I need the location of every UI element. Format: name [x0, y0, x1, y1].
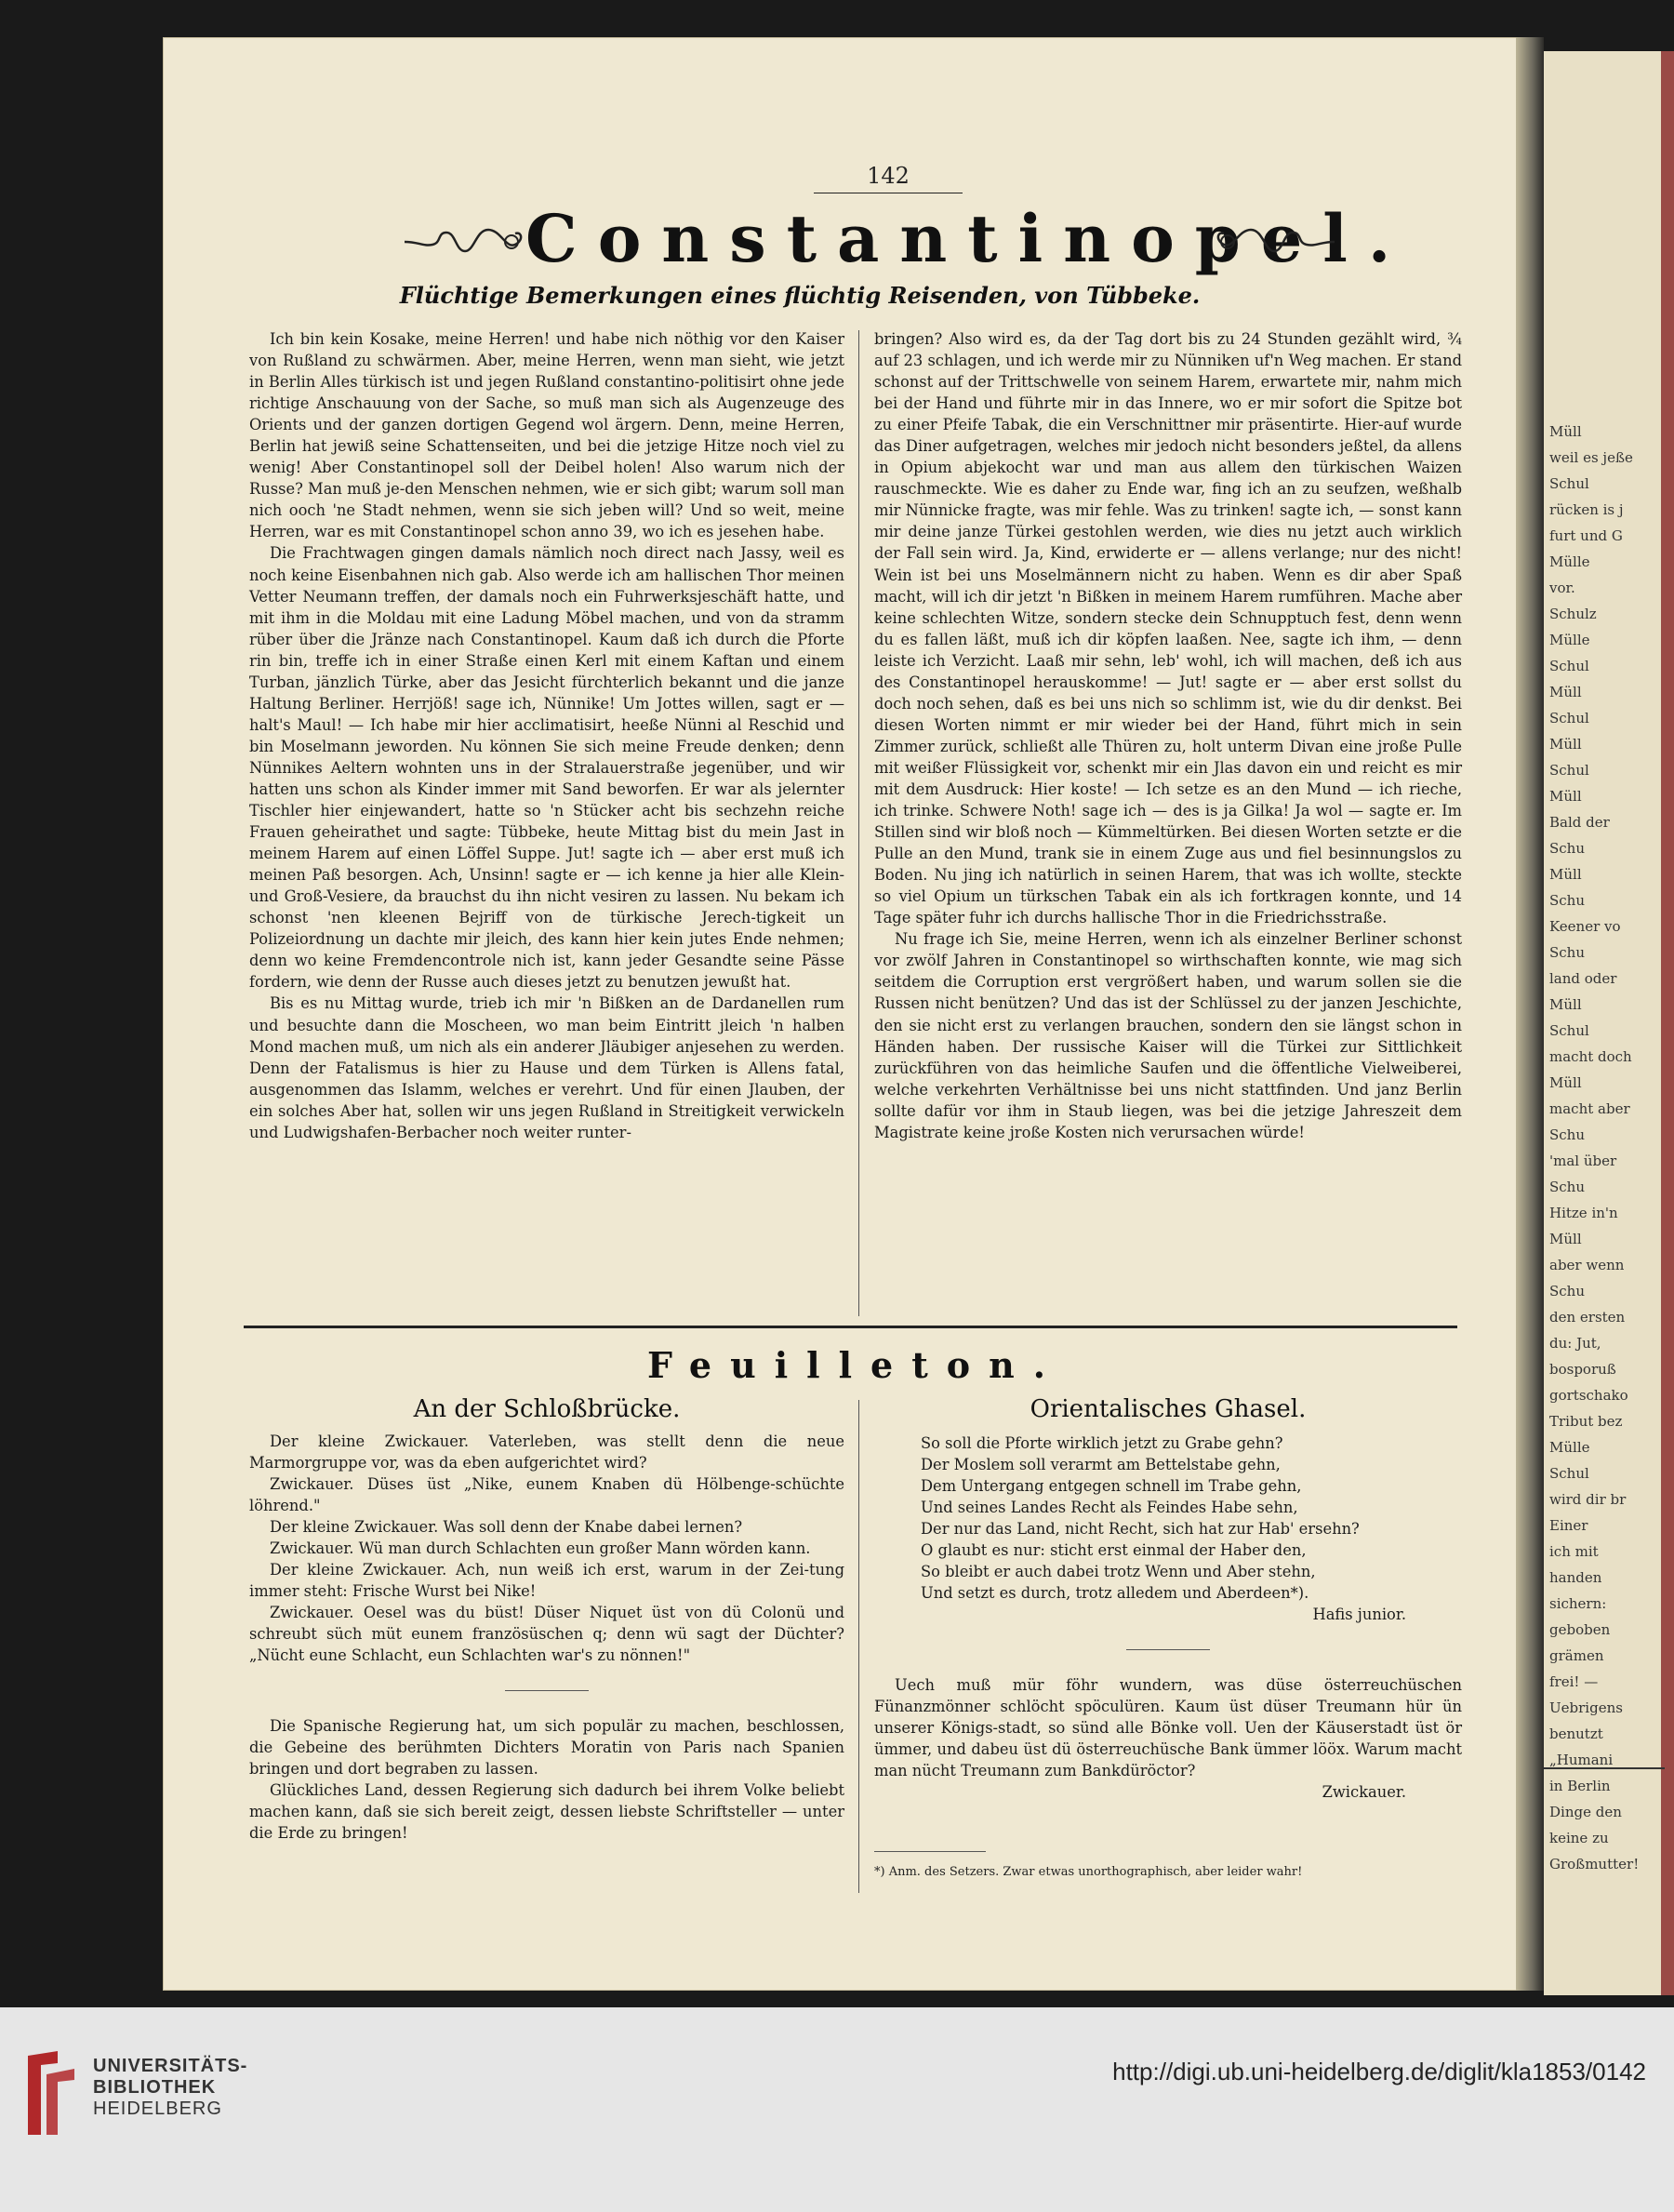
next-page-fragment: Uebrigens — [1549, 1699, 1623, 1716]
next-page-fragment: du: Jut, — [1549, 1335, 1601, 1352]
article-paragraph: Bis es nu Mittag wurde, trieb ich mir 'n Bißken an de Dardanellen rum und besuchte dann die Moscheen, wo man beim Eintritt jleich 'n halben Mond machen muß, um nich als ein anderer Jläubiger anjesehen zu werden. Denn der Fatalismus is hier zu Hause und dem Türken is Allens fatal, ausgenommen das Islamm, welches er verehrt. Und für einen Jlauben, der ein solches Aber hat, sollen wir uns jegen Rußland in Streitigkeit verwickeln und Ludwigshafen-Berbacher noch weiter runter- — [249, 994, 844, 1141]
next-page-fragment: geboben — [1549, 1621, 1611, 1638]
dialogue-line: Zwickauer. Wü man durch Schlachten eun großer Mann wörden kann. — [270, 1539, 811, 1557]
next-page-fragment: Müll — [1549, 866, 1582, 883]
next-page-fragment: Müll — [1549, 1231, 1582, 1247]
article-paragraph: Die Frachtwagen gingen damals nämlich noch direct nach Jassy, weil es noch keine Eisenbahnen nich gab. Also werde ich am hallischen Thor meinen Vetter Neumann treffen, der damals noch ein Fuhrwerksjeschäft hatte, und mit ihm in die Moldau mit eine Ladung Möbel machen, und von da stramm rüber über die Jränze nach Constantinopel. Kaum daß ich durch die Pforte rin bin, treffe ich in einer Straße einen Kerl mit einem Kaftan und einem Turban, jänzlich Türke, aber das Jesicht fürchterlich bekannt und die janze Haltung Berliner. Herrjöß! sage ich, Nünnike! Um Jottes willen, sagt er — halt's Maul! — Ich habe mir hier acclimatisirt, heeße Nünni al Reschid und bin Moselmann jeworden. Nu können Sie sich meine Freude denken; denn Nünnikes Aeltern wohnten uns in der Stralauerstraße jegenüber, und wir hatten uns schon als Kinder immer mit Sand beworfen. Er war als jelernter Tischler hier einjewandert, hatte so 'n Stücker acht bis sechzehn reiche Frauen geheirathet und sagte: Tübbeke, heute Mittag bist du mein Jast in meinem Harem auf einen Löffel Suppe. Jut! sagte ich — aber erst muß ich meinen Paß besorgen. Ach, Unsinn! sagte er — ich kenne ja hier alle Klein- und Groß-Vesiere, da brauchst du ihn nicht vesiren zu lassen. Nu bekam ich schonst 'nen kleenen Bejriff von de türkische Jerech-tigkeit un Polizeiordnung un dachte mir jleich, des kann hier kein jutes Ende nehmen; denn wo keine Fremdencontrole nich ist, kann jeder Gesandte seine Pässe fordern, wie denn der Russe auch dieses jetzt zu benutzen jewußt hat. — [249, 544, 844, 992]
article-paragraph: bringen? Also wird es, da der Tag dort bis zu 24 Stunden gezählt wird, ¾ auf 23 schlagen, und ich werde mir zu Nünniken uf'n Weg machen. Er stand schonst auf der Trittschwelle von seinem Harem, erwartete mir, nahm mich bei der Hand und führte mir in das Innere, wo er mir sofort die Spitze bot zu einer Pfeife Tabak, die ein Verschnittner mir präsentirte. Hier-auf wurde das Diner aufgetragen, welches mir jedoch nicht besonders jeßtel, da allens in Opium abjekocht war und man aus allem den türkischen Waizen rauschmeckte. Wie es daher zu Ende war, fing ich an zu seufzen, weßhalb mir Nünnicke fragte, was mir fehle. Was zu trinken! sagte ich, — sonst kann mir deine janze Türkei gestohlen werden, wie dies nu jetzt auch wirklich der Fall sein wird. Ja, Kind, erwiderte er — allens verlange; nur des nicht! Wein ist bei uns Moselmännern nicht zu haben. Wenn es dir aber Spaß macht, will ich dir jetzt 'n Bißken in meinem Harem rumführen. Mache aber keine schlechten Witze, sondern stecke dein Schnupptuch fest, denn wenn du es fallen läßt, muß ich dir köpfen laaßen. Nee, sagte ich ihm, — denn leiste ich Verzicht. Laaß mir sehn, leb' wohl, ich will machen, deß ich aus des Constantinopel herauskomme! — Jut! sagte er — aber erst sollst du doch noch sehen, daß es bei uns nich so schlimm ist, wie du dir denkst. Bei diesen Worten nimmt er mir wieder bei der Hand, führt mich in sein Zimmer zurück, schließt alle Thüren zu, holt unterm Divan eine jroße Pulle mit weißer Flüssigkeit vor, schenkt mir ein Jlas davon ein und reicht es mir mit dem Ausdruck: Hier koste! — Ich setze es an den Mund — ich rieche, ich trinke. Schwere Noth! sage ich — des is ja Gilka! Ja wol — sagte er. Im Stillen sind wir bloß noch — Kümmeltürken. Bei diesen Worten setzte er die Pulle an den Mund, trank sie in einem Zuge aus und fiel besinnungslos zu Boden. Nu jing ich natürlich in seinen Harem, that was ich wollte, steckte so viel Opium un türkschen Tabak ein als ich fortkragen konnte, und 14 Tage später fuhr ich durchs hallische Thor in die Friedrichsstraße. — [874, 330, 1462, 927]
article-column-left — [249, 328, 844, 1143]
article-column-right — [874, 328, 1462, 1143]
next-page-fragment: Schu — [1549, 1283, 1585, 1299]
next-page-fragment: Bald der — [1549, 814, 1610, 831]
poem-signature: Hafis junior. — [1312, 1606, 1406, 1623]
next-page-fragment: aber wenn — [1549, 1257, 1625, 1273]
next-page-fragment: sichern: — [1549, 1595, 1607, 1612]
next-page-fragment: macht aber — [1549, 1100, 1630, 1117]
dialogue-line: Der kleine Zwickauer. Ach, nun weiß ich erst, warum in der Zei-tung immer steht: Frische Wurst bei Nike! — [249, 1561, 844, 1600]
next-page-fragment: Schu — [1549, 1126, 1585, 1143]
feuilleton-left-title: An der Schloßbrücke. — [413, 1395, 681, 1423]
book-spine — [1516, 37, 1544, 1991]
next-page-fragment: macht doch — [1549, 1048, 1632, 1065]
next-page-fragment: Schul — [1549, 475, 1589, 492]
next-page-fragment: Müll — [1549, 423, 1582, 440]
next-page-fragment: „Humani — [1549, 1752, 1614, 1768]
next-page-fragment: Dinge den — [1549, 1804, 1622, 1820]
library-name-line: UNIVERSITÄTS- — [93, 2056, 248, 2076]
next-page-fragment: Müll — [1549, 996, 1582, 1013]
library-logo-icon — [20, 2046, 82, 2139]
poem-line: Und seines Landes Recht als Feindes Habe sehn, — [921, 1499, 1298, 1516]
page-edge-binding — [1661, 51, 1674, 1995]
footnote-rule — [874, 1851, 986, 1852]
next-page-fragment: Schulz — [1549, 606, 1597, 622]
poem-line: O glaubt es nur: sticht erst einmal der Haber den, — [921, 1541, 1307, 1559]
feuilleton-right-column — [874, 1432, 1462, 1803]
next-page-fragment: rücken is j — [1549, 501, 1624, 518]
ornament-right-icon — [1209, 219, 1339, 265]
next-page-fragment: Schu — [1549, 944, 1585, 961]
next-page-fragment: Schul — [1549, 1465, 1589, 1482]
article-subtitle: Flüchtige Bemerkungen eines flüchtig Reisenden, von Tübbeke. — [399, 282, 1201, 309]
next-page-fragment: ich mit — [1549, 1543, 1599, 1560]
document-url-link[interactable]: http://digi.ub.uni-heidelberg.de/diglit/kla1853/0142 — [1112, 2058, 1646, 2085]
next-page-fragment: Müll — [1549, 736, 1582, 753]
next-page-fragment: Müll — [1549, 684, 1582, 700]
short-divider — [505, 1690, 589, 1691]
next-page-fragment: Mülle — [1549, 1439, 1590, 1456]
column-divider — [858, 330, 859, 1316]
footnote: *) Anm. des Setzers. Zwar etwas unorthographisch, aber leider wahr! — [874, 1865, 1303, 1879]
section-divider — [244, 1326, 1457, 1328]
next-page-fragment: furt und G — [1549, 527, 1623, 544]
article-paragraph: Ich bin kein Kosake, meine Herren! und habe nich nöthig vor den Kaiser von Rußland zu schwärmen. Aber, meine Herren, wenn man sieht, wie jetzt in Berlin Alles türkisch ist und jegen Rußland constantino-politisirt ohne jede richtige Anschauung von der Sache, so muß man sich als Augenzeuge des Orients und der ganzen dortigen Gegend wol ärgern. Denn, meine Herren, Berlin hat jewiß seine Schattenseiten, und bei die jetzige Hitze noch viel zu wenig! Aber Constantinopel soll der Deibel holen! Also warum nich der Russe? Man muß je-den Menschen nehmen, wie er sich gibt; warum soll man nich ooch 'ne Stadt nehmen, wenn sie sich jeben will? Und so weit, meine Herren, war es mit Constantinopel schon anno 39, wo ich es jesehen habe. — [249, 330, 844, 541]
next-page-fragment: Schul — [1549, 658, 1589, 674]
next-page-fragment: Tribut bez — [1549, 1413, 1623, 1430]
next-page-fragment: gortschako — [1549, 1387, 1628, 1404]
library-name-line: BIBLIOTHEK — [93, 2077, 217, 2098]
next-page-fragment: Schu — [1549, 840, 1585, 857]
library-name — [93, 2056, 247, 2120]
next-page-fragment: Schul — [1549, 710, 1589, 726]
next-page-fragment: benutzt — [1549, 1726, 1603, 1742]
next-page-fragment: frei! — — [1549, 1673, 1599, 1690]
next-page-fragment: keine zu — [1549, 1830, 1609, 1846]
next-page-fragment: weil es jeße — [1549, 449, 1633, 466]
next-page-fragment: bosporuß — [1549, 1361, 1616, 1378]
title-row — [372, 200, 1412, 284]
poem-line: So bleibt er auch dabei trotz Wenn und Aber stehn, — [921, 1563, 1316, 1580]
poem-line: Der nur das Land, nicht Recht, sich hat zur Hab' ersehn? — [921, 1520, 1360, 1538]
dialogue-line: Der kleine Zwickauer. Was soll denn der Knabe dabei lernen? — [270, 1518, 743, 1536]
prose-signature: Zwickauer. — [1322, 1783, 1406, 1801]
next-page-fragment: Großmutter! — [1549, 1856, 1640, 1872]
next-page-fragment: handen — [1549, 1569, 1602, 1586]
prose-paragraph: Uech muß mür föhr wundern, was düse österreuchüschen Fünanzmönner schlöcht spöculüren. Kaum üst düser Treumann hür ün unserer Königs-stadt, so sünd alle Bönke voll. Uen der Käuserstadt üst ör ümmer, und dabeu üst dü österreuchüsche Bank ümmer lööx. Warum macht man nücht Treumann zum Bankdüröctor? — [874, 1676, 1462, 1779]
page-number: 142 — [814, 163, 963, 193]
next-page-fragment: grämen — [1549, 1647, 1604, 1664]
feuilleton-left-column — [249, 1431, 844, 1844]
dialogue-line: Zwickauer. Düses üst „Nike, eunem Knaben dü Hölbenge-schüchte löhrend." — [249, 1475, 844, 1514]
next-page-fragment: vor. — [1549, 580, 1575, 596]
next-page-fragment: Mülle — [1549, 553, 1590, 570]
next-page-edge — [1544, 51, 1674, 1995]
poem-line: Dem Untergang entgegen schnell im Trabe gehn, — [921, 1477, 1302, 1495]
news-paragraph: Die Spanische Regierung hat, um sich populär zu machen, beschlossen, die Gebeine des berühmten Dichters Moratin von Paris nach Spanien bringen und dort begraben zu lassen. — [249, 1717, 844, 1778]
library-name-line: HEIDELBERG — [93, 2099, 222, 2119]
next-page-fragment: den ersten — [1549, 1309, 1626, 1326]
next-page-fragment: Mülle — [1549, 632, 1590, 648]
next-page-fragment: land oder — [1549, 970, 1617, 987]
news-paragraph: Glückliches Land, dessen Regierung sich dadurch bei ihrem Volke beliebt machen kann, daß sie sich bereit zeigt, dessen liebste Schriftsteller — unter die Erde zu bringen! — [249, 1781, 844, 1842]
article-paragraph: Nu frage ich Sie, meine Herren, wenn ich als einzelner Berliner schonst vor zwölf Jahren in Constantinopel so wirthschaften konnte, wie mag sich seitdem die Corruption erst vergrößert haben, und warum sollen sie die Russen nicht benützen? Und das ist der Schlüssel zu der janzen Jeschichte, den sie nicht erst zu verlangen brauchen, sondern den sie längst schon in Händen haben. Der russische Kaiser will die Türkei zur Sittlichkeit zurückführen von das heimliche Saufen und die öffentliche Vielweiberei, welche verkehrten Verhältnisse bei uns nicht stattfinden. Und janz Berlin sollte dafür vor ihm in Staub liegen, was bei die jetzige Jahreszeit dem Magistrate keine jroße Kosten nich verursachen würde! — [874, 930, 1462, 1141]
next-page-fragment: Schul — [1549, 762, 1589, 779]
next-page-fragment: Keener vo — [1549, 918, 1621, 935]
next-page-fragment: wird dir br — [1549, 1491, 1627, 1508]
next-page-fragment: Müll — [1549, 1074, 1582, 1091]
next-page-fragment: Hitze in'n — [1549, 1205, 1618, 1221]
next-page-fragment: Schu — [1549, 892, 1585, 909]
next-page-fragment: Schu — [1549, 1179, 1585, 1195]
dialogue-line: Zwickauer. Oesel was du büst! Düser Niquet üst von dü Colonü und schreubt süch müt eunem französüschen q; denn wü sagt der Düchter? „Nücht eune Schlacht, eun Schlachten war's zu nönnen!" — [249, 1604, 844, 1664]
next-page-fragment: in Berlin — [1549, 1778, 1611, 1794]
poem-line: Der Moslem soll verarmt am Bettelstabe gehn, — [921, 1456, 1281, 1473]
viewer-footer — [0, 2007, 1674, 2212]
article-title: Constantinopel. — [525, 200, 1412, 277]
feuilleton-right-title: Orientalisches Ghasel. — [1030, 1395, 1307, 1423]
feuilleton-heading: Feuilleton. — [647, 1344, 1064, 1386]
ornament-left-icon — [400, 219, 530, 265]
next-page-fragment: Schul — [1549, 1022, 1589, 1039]
dialogue-line: Der kleine Zwickauer. Vaterleben, was stellt denn die neue Marmorgruppe vor, was da eben aufgerichtet wird? — [249, 1432, 844, 1472]
poem-line: Und setzt es durch, trotz alledem und Aberdeen*). — [921, 1584, 1309, 1602]
next-page-fragment: Einer — [1549, 1517, 1588, 1534]
next-page-fragment: 'mal über — [1549, 1153, 1617, 1169]
poem-line: So soll die Pforte wirklich jetzt zu Grabe gehn? — [921, 1434, 1283, 1452]
short-divider — [1126, 1649, 1210, 1650]
next-page-fragment: Müll — [1549, 788, 1582, 805]
feuilleton-column-divider — [858, 1400, 859, 1893]
